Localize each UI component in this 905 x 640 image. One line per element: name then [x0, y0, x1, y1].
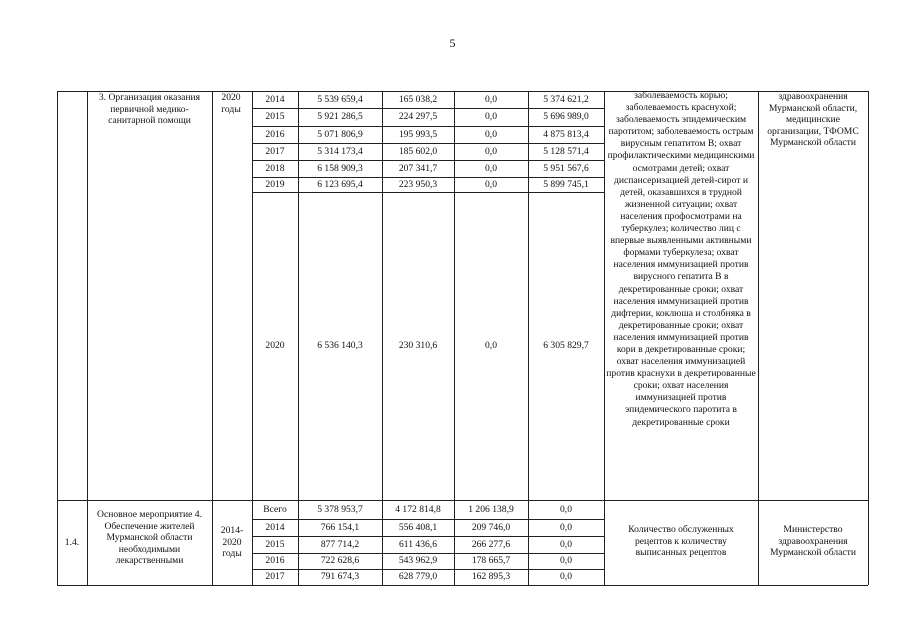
year-cell: 2015	[265, 111, 285, 122]
year-row-border	[252, 192, 604, 193]
period: 2020 годы	[221, 92, 241, 115]
year-cell: 2014	[265, 521, 285, 533]
total-cell: 6 536 140,3	[317, 340, 363, 351]
year-cell: 2016	[265, 128, 285, 140]
federal-budget-cell: 266 277,6	[471, 538, 511, 550]
year-cell: 2015	[265, 538, 285, 550]
row-border	[57, 500, 868, 501]
year-row-border	[252, 519, 604, 520]
year-row-border	[252, 569, 604, 570]
regional-budget-cell: 4 172 814,8	[395, 503, 441, 515]
total-cell: 5 314 173,4	[317, 145, 363, 157]
year-row-border	[252, 143, 604, 144]
year-cell: Всего	[263, 503, 287, 515]
other-sources-cell: 5 374 621,2	[543, 93, 589, 105]
activity-name: 3. Организация оказания первичной медико-санитарной помощи	[98, 92, 201, 127]
federal-budget-cell: 0,0	[485, 162, 497, 174]
indicators-text: Количество обслуженных рецептов к количеству выписанных рецептов	[628, 524, 734, 559]
federal-budget-cell: 209 746,0	[471, 521, 511, 533]
year-cell: 2017	[265, 145, 285, 157]
executor-text: Министерство здравоохранения Мурманской области	[770, 524, 856, 559]
year-cell: 2017	[265, 571, 285, 582]
indicators-text: заболеваемость корью; заболеваемость краснухой; заболеваемость эпидемическим паротитом; заболеваемость острым вирусным гепатитом В; охват профилактическими медицинскими осмотрами детей; охват диспансеризацией детей-сирот и детей, оказавшихся в трудной жизненной ситуации; охват населения профосмотрами на туберкулез; количество лиц с впервые выявленными активными формами туберкулеза; охват населения иммунизацией против вирусного гепатита В в декретированные сроки; охват населения иммунизацией против дифтерии, коклюша и столбняка в декретированные сроки; охват населения иммунизацией против кори в декретированные сроки; охват населения иммунизацией против краснухи в декретированные сроки; охват населения иммунизацией против эпидемического паротита в декретированные сроки	[606, 90, 756, 428]
other-sources-cell: 0,0	[560, 538, 572, 550]
year-row-border	[252, 553, 604, 554]
total-cell: 5 378 953,7	[317, 503, 363, 515]
other-sources-cell: 0,0	[560, 503, 572, 515]
other-sources-cell: 5 128 571,4	[543, 145, 589, 157]
total-cell: 5 071 806,9	[317, 128, 363, 140]
total-cell: 722 628,6	[320, 555, 360, 566]
column-border	[212, 91, 213, 585]
federal-budget-cell: 0,0	[485, 145, 497, 157]
total-cell: 6 158 909,3	[317, 162, 363, 174]
total-cell: 877 714,2	[320, 538, 360, 550]
other-sources-cell: 5 696 989,0	[543, 111, 589, 122]
total-cell: 5 539 659,4	[317, 93, 363, 105]
year-cell: 2020	[265, 340, 285, 351]
other-sources-cell: 0,0	[560, 555, 572, 566]
other-sources-cell: 5 899 745,1	[543, 178, 589, 190]
federal-budget-cell: 0,0	[485, 93, 497, 105]
executor-text: здравоохранения Мурманской области, медицинские организации, ТФОМС Мурманской области	[767, 91, 859, 149]
column-border	[87, 91, 88, 585]
total-cell: 766 154,1	[320, 521, 360, 533]
year-cell: 2019	[265, 178, 285, 190]
year-cell: 2014	[265, 93, 285, 105]
page-number: 5	[449, 36, 456, 50]
federal-budget-cell: 0,0	[485, 111, 497, 122]
total-cell: 5 921 286,5	[317, 111, 363, 122]
year-row-border	[252, 536, 604, 537]
other-sources-cell: 0,0	[560, 571, 572, 582]
period: 2014-2020 годы	[220, 525, 244, 560]
other-sources-cell: 0,0	[560, 521, 572, 533]
regional-budget-cell: 628 779,0	[398, 571, 438, 582]
federal-budget-cell: 162 895,3	[471, 571, 511, 582]
other-sources-cell: 4 875 813,4	[543, 128, 589, 140]
total-cell: 6 123 695,4	[317, 178, 363, 190]
other-sources-cell: 5 951 567,6	[543, 162, 589, 174]
regional-budget-cell: 224 297,5	[398, 111, 438, 122]
regional-budget-cell: 165 038,2	[398, 93, 438, 105]
regional-budget-cell: 195 993,5	[398, 128, 438, 140]
other-sources-cell: 6 305 829,7	[543, 340, 589, 351]
federal-budget-cell: 0,0	[485, 340, 497, 351]
federal-budget-cell: 1 206 138,9	[468, 503, 514, 515]
column-border	[604, 91, 605, 585]
federal-budget-cell: 178 665,7	[471, 555, 511, 566]
regional-budget-cell: 543 962,9	[398, 555, 438, 566]
column-border	[758, 91, 759, 585]
federal-budget-cell: 0,0	[485, 178, 497, 190]
total-cell: 791 674,3	[320, 571, 360, 582]
activity-name: Основное мероприятие 4. Обеспечение жителей Мурманской области необходимыми лекарственными	[97, 509, 202, 567]
year-row-border	[252, 126, 604, 127]
regional-budget-cell: 556 408,1	[398, 521, 438, 533]
regional-budget-cell: 185 602,0	[398, 145, 438, 157]
regional-budget-cell: 223 950,3	[398, 178, 438, 190]
year-cell: 2018	[265, 162, 285, 174]
year-row-border	[252, 160, 604, 161]
federal-budget-cell: 0,0	[485, 128, 497, 140]
column-border	[868, 91, 869, 585]
year-row-border	[252, 108, 604, 109]
regional-budget-cell: 611 436,6	[398, 538, 438, 550]
regional-budget-cell: 207 341,7	[398, 162, 438, 174]
year-cell: 2016	[265, 555, 285, 566]
row-border	[57, 585, 868, 586]
regional-budget-cell: 230 310,6	[398, 340, 438, 351]
item-number: 1.4.	[64, 536, 80, 548]
